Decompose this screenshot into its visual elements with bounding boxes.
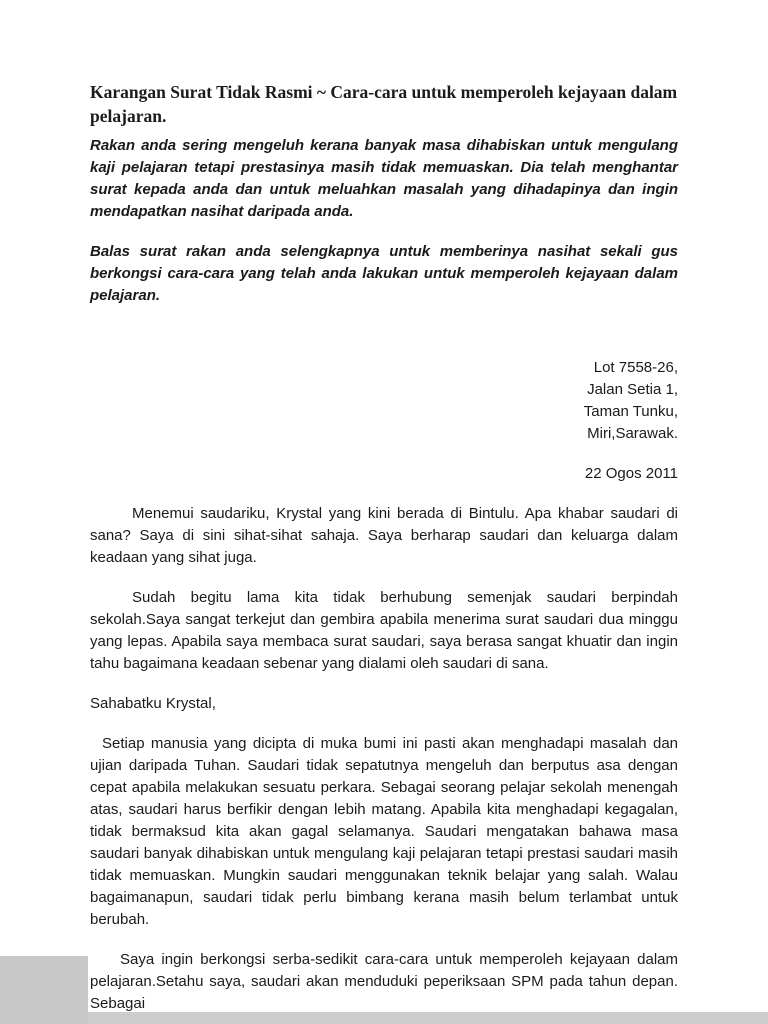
page-backdrop-corner <box>0 956 88 1024</box>
document-page <box>90 80 678 1015</box>
address-line-4: Miri,Sarawak. <box>587 425 678 442</box>
letter-date: 22 Ogos 2011 <box>584 465 678 482</box>
letter-paragraph-4: Saya ingin berkongsi serba-sedikit cara-cara untuk memperoleh kejayaan dalam pelajaran.Setahu saya, saudari akan menduduki peperiksaan SPM pada tahun depan. Sebagai <box>90 951 678 1012</box>
page-backdrop-bottom <box>0 1012 768 1024</box>
question-paragraph-1: Rakan anda sering mengeluh kerana banyak masa dihabiskan untuk mengulang kaji pelajaran tetapi prestasinya masih tidak memuaskan. Dia telah menghantar surat kepada anda dan untuk meluahkan masalah yang dihadapinya dan ingin mendapatkan nasihat daripada anda. <box>90 137 678 220</box>
essay-title: Karangan Surat Tidak Rasmi ~ Cara-cara untuk memperoleh kejayaan dalam pelajaran. <box>90 82 678 126</box>
question-paragraph-2: Balas surat rakan anda selengkapnya untuk memberinya nasihat sekali gus berkongsi cara-cara yang telah anda lakukan untuk memperoleh kejayaan dalam pelajaran. <box>90 243 678 304</box>
sender-address <box>90 357 678 445</box>
letter-paragraph-3: Setiap manusia yang dicipta di muka bumi ini pasti akan menghadapi masalah dan ujian daripada Tuhan. Saudari tidak sepatutnya mengeluh dan berputus asa dengan cepat apabila melakukan sesuatu perkara. Sebagai seorang pelajar sekolah menengah atas, saudari harus berfikir dengan lebih matang. Apabila kita menghadapi kegagalan, tidak bermaksud kita akan gagal selamanya. Saudari mengatakan bahawa masa saudari banyak dihabiskan untuk mengulang kaji pelajaran tetapi prestasi saudari masih tidak memuaskan. Mungkin saudari menggunakan teknik belajar yang salah. Walau bagaimanapun, saudari tidak perlu bimbang kerana masih belum terlambat untuk berubah. <box>90 735 678 928</box>
address-line-1: Lot 7558-26, <box>593 359 678 376</box>
address-line-3: Taman Tunku, <box>583 403 678 420</box>
letter-paragraph-1: Menemui saudariku, Krystal yang kini berada di Bintulu. Apa khabar saudari di sana? Saya di sini sihat-sihat sahaja. Saya berharap saudari dan keluarga dalam keadaan yang sihat juga. <box>90 505 678 566</box>
salutation-line: Sahabatku Krystal, <box>90 695 216 712</box>
address-line-2: Jalan Setia 1, <box>587 381 678 398</box>
letter-paragraph-2: Sudah begitu lama kita tidak berhubung semenjak saudari berpindah sekolah.Saya sangat terkejut dan gembira apabila menerima surat saudari dua minggu yang lepas. Apabila saya membaca surat saudari, saya berasa sangat khuatir dan ingin tahu bagaimana keadaan sebenar yang dialami oleh saudari di sana. <box>90 589 678 672</box>
